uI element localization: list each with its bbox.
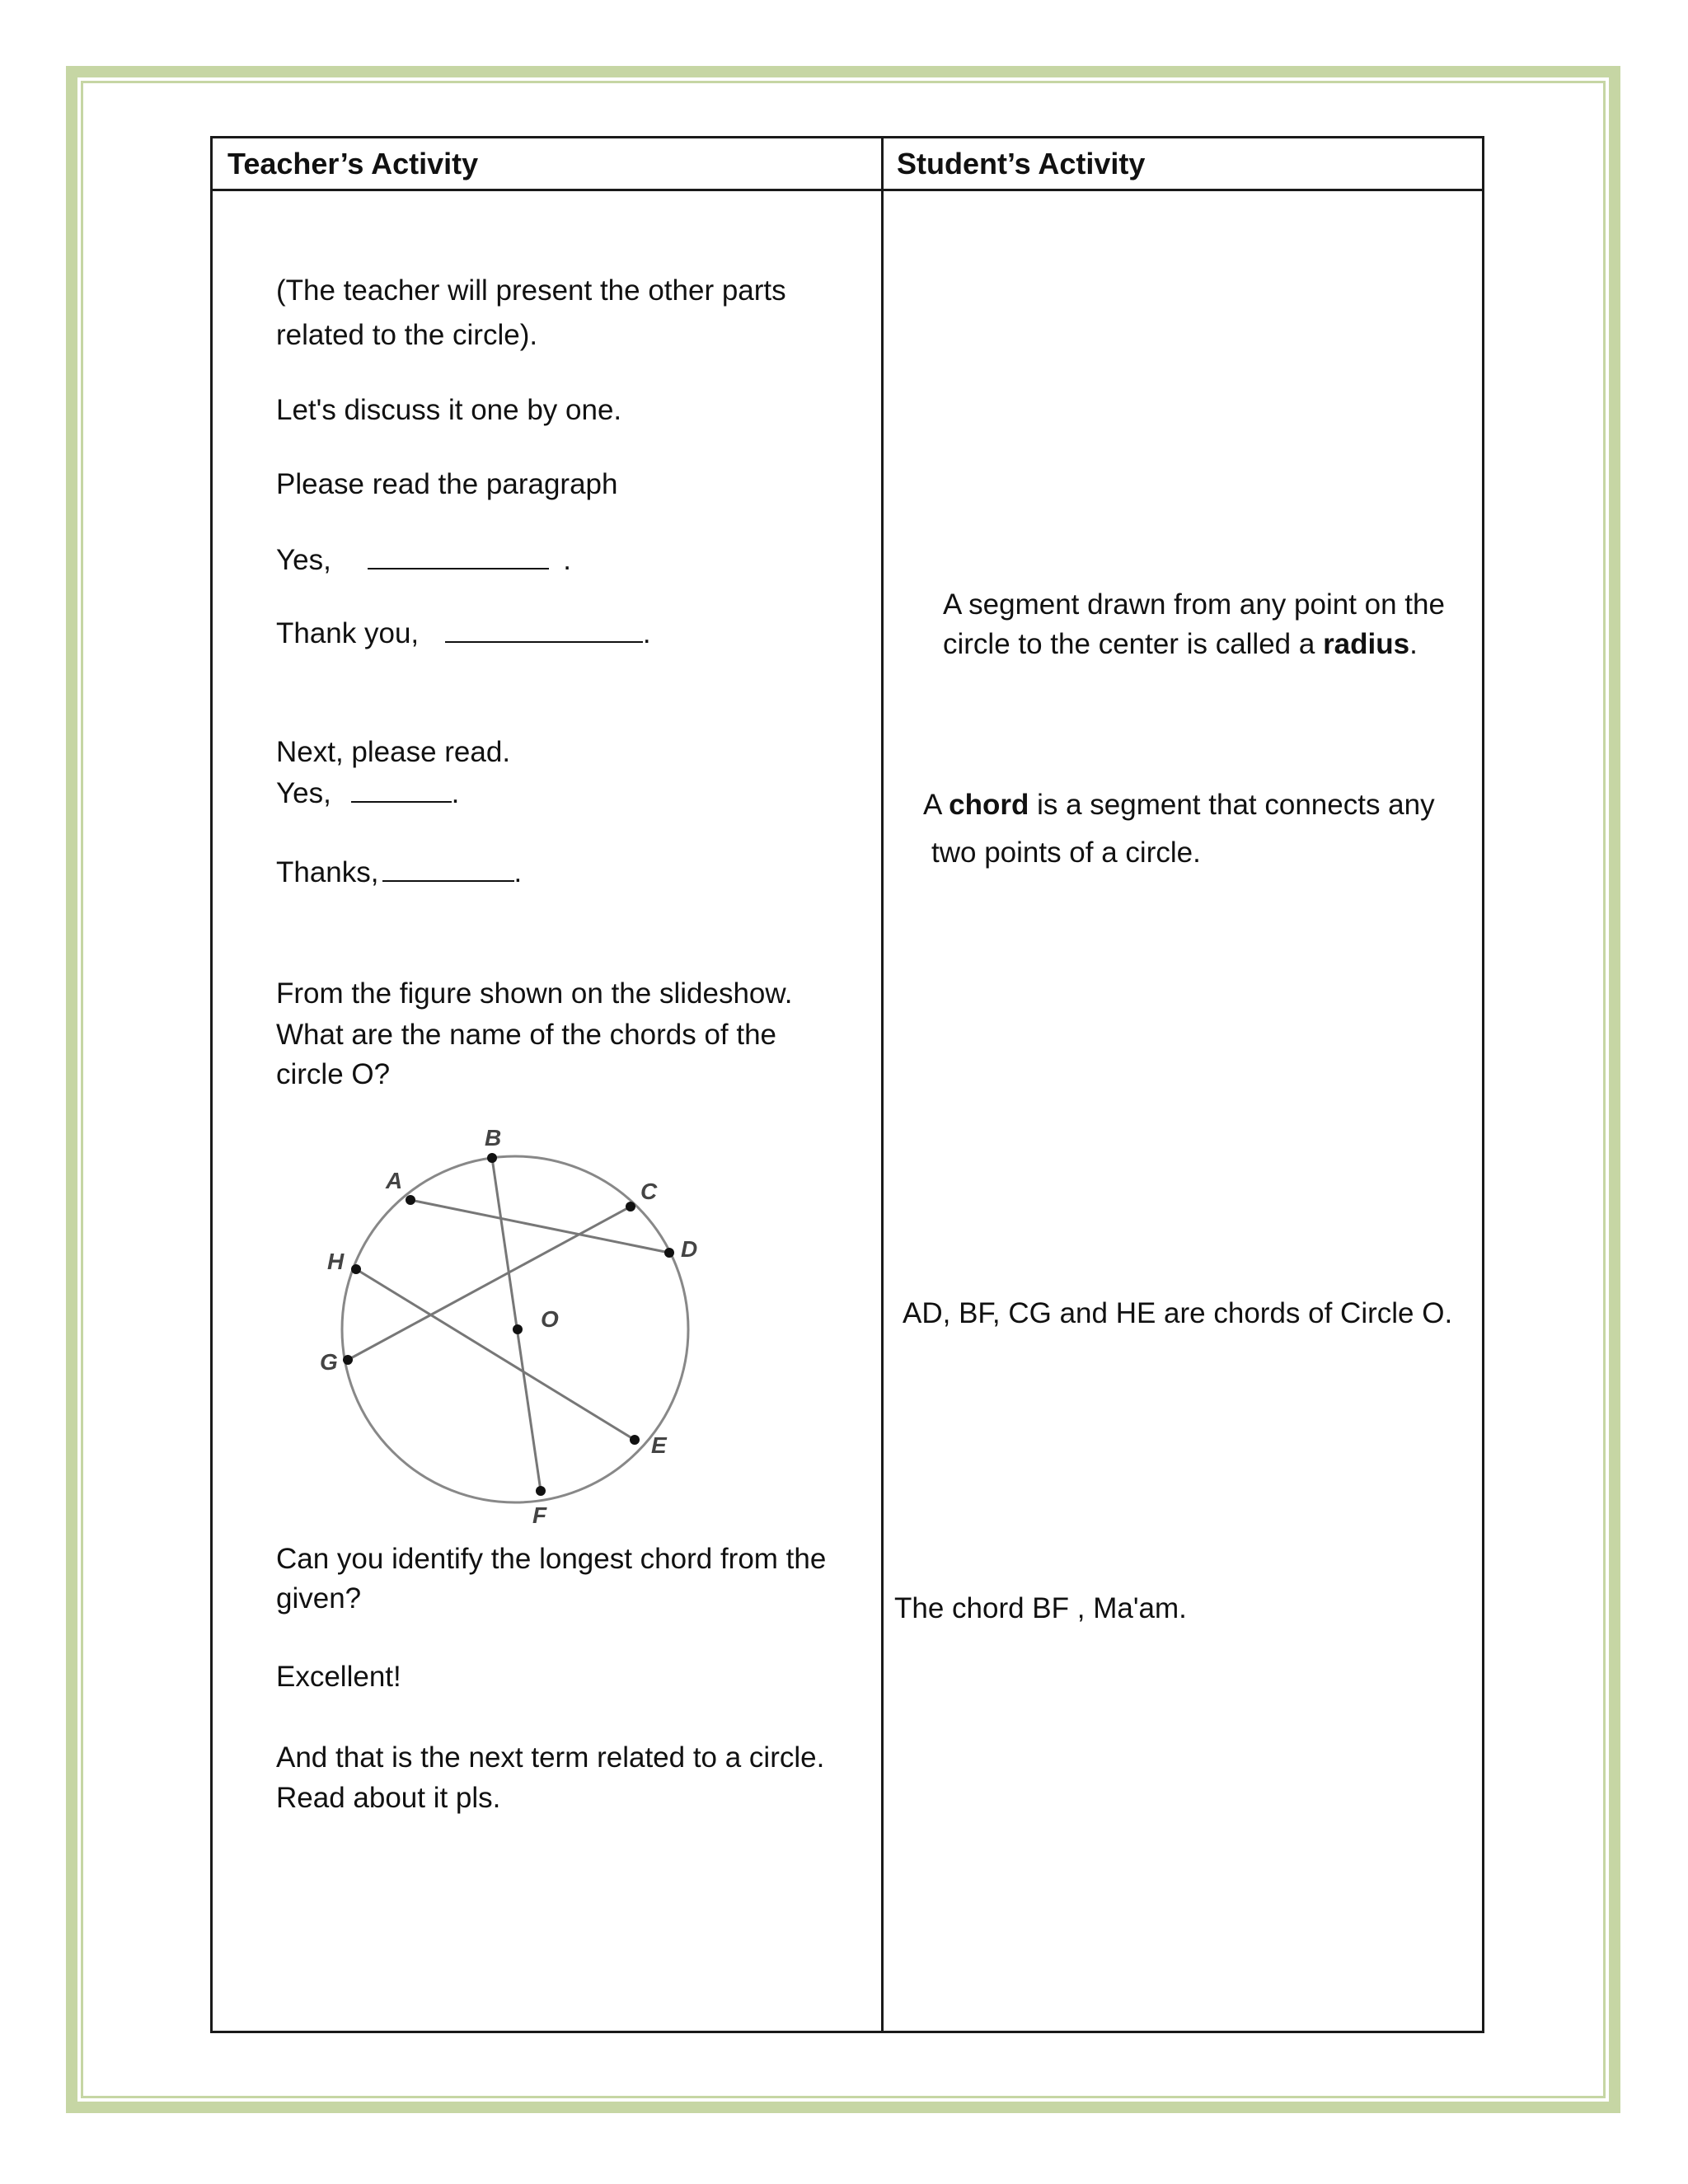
- teacher-intro-line2: related to the circle).: [276, 319, 538, 351]
- label-b: B: [485, 1125, 502, 1151]
- label-c: C: [640, 1179, 658, 1204]
- point-g: [343, 1355, 353, 1365]
- radius-text: circle to the center is called a: [943, 628, 1324, 660]
- thanks-label: Thanks,: [276, 856, 379, 888]
- radius-period: .: [1409, 628, 1418, 660]
- student-chord-line1: [923, 785, 1435, 826]
- teacher-intro-line1: (The teacher will present the other parts: [276, 274, 786, 307]
- teacher-longest-line1: Can you identify the longest chord from the: [276, 1543, 827, 1575]
- yes-period: .: [563, 544, 572, 576]
- label-f: F: [532, 1502, 547, 1528]
- student-longest-answer: The chord BF , Ma'am.: [894, 1592, 1187, 1624]
- teacher-excellent: Excellent!: [276, 1661, 401, 1693]
- point-b: [487, 1153, 497, 1163]
- label-h: H: [327, 1249, 345, 1274]
- yes-label: Yes,: [276, 544, 331, 576]
- student-chord-line2: two points of a circle.: [931, 837, 1201, 869]
- chord-cg: [348, 1207, 631, 1360]
- blank-line: [445, 612, 643, 643]
- yes-label: Yes,: [276, 777, 331, 809]
- chord-text: is a segment that connects any: [1029, 789, 1435, 821]
- blank-line: [351, 771, 452, 803]
- teacher-next-term-line2: Read about it pls.: [276, 1782, 501, 1814]
- label-e: E: [651, 1432, 667, 1458]
- teacher-discuss: Let's discuss it one by one.: [276, 394, 622, 426]
- header-divider: [213, 189, 1482, 191]
- point-o: [513, 1324, 523, 1334]
- teacher-question-line2: What are the name of the chords of the: [276, 1019, 777, 1051]
- teacher-thanks-line: [276, 851, 522, 893]
- yes-period: .: [451, 777, 460, 809]
- teacher-next-term-line1: And that is the next term related to a circle.: [276, 1741, 825, 1774]
- blank-line: [382, 851, 514, 882]
- student-chords-answer: AD, BF, CG and HE are chords of Circle O.: [903, 1297, 1453, 1329]
- teacher-question-line3: circle O?: [276, 1058, 391, 1090]
- thank-you-label: Thank you,: [276, 617, 420, 649]
- student-column-header: Student’s Activity: [897, 147, 1146, 180]
- point-f: [536, 1486, 546, 1496]
- point-c: [626, 1202, 635, 1212]
- point-h: [351, 1264, 361, 1274]
- radius-term: radius: [1323, 628, 1410, 660]
- label-g: G: [320, 1349, 338, 1375]
- teacher-read-paragraph: Please read the paragraph: [276, 468, 618, 500]
- teacher-longest-line2: given?: [276, 1582, 362, 1615]
- teacher-thank-you-line: [276, 612, 651, 654]
- teacher-column-header: Teacher’s Activity: [227, 147, 479, 180]
- chord-he: [356, 1269, 635, 1440]
- thanks-period: .: [513, 856, 523, 888]
- thank-you-period: .: [642, 617, 651, 649]
- point-d: [664, 1248, 674, 1258]
- chord-prefix: A: [923, 789, 950, 821]
- chord-bf: [492, 1158, 541, 1491]
- label-a: A: [386, 1168, 403, 1193]
- student-radius-line1: A segment drawn from any point on the: [943, 588, 1445, 621]
- chord-term: chord: [949, 789, 1029, 821]
- label-o: O: [541, 1306, 559, 1332]
- label-d: D: [681, 1236, 698, 1262]
- point-a: [406, 1195, 415, 1205]
- teacher-next-read: Next, please read.: [276, 736, 511, 768]
- teacher-question-line1: From the figure shown on the slideshow.: [276, 977, 793, 1010]
- point-e: [630, 1435, 640, 1445]
- circle-chords-diagram: [297, 1121, 725, 1533]
- blank-line: [368, 538, 549, 569]
- student-radius-line2: [943, 624, 1418, 665]
- teacher-yes-line-1: [276, 538, 571, 581]
- teacher-yes-line-2: [276, 771, 459, 814]
- column-divider: [881, 138, 884, 2031]
